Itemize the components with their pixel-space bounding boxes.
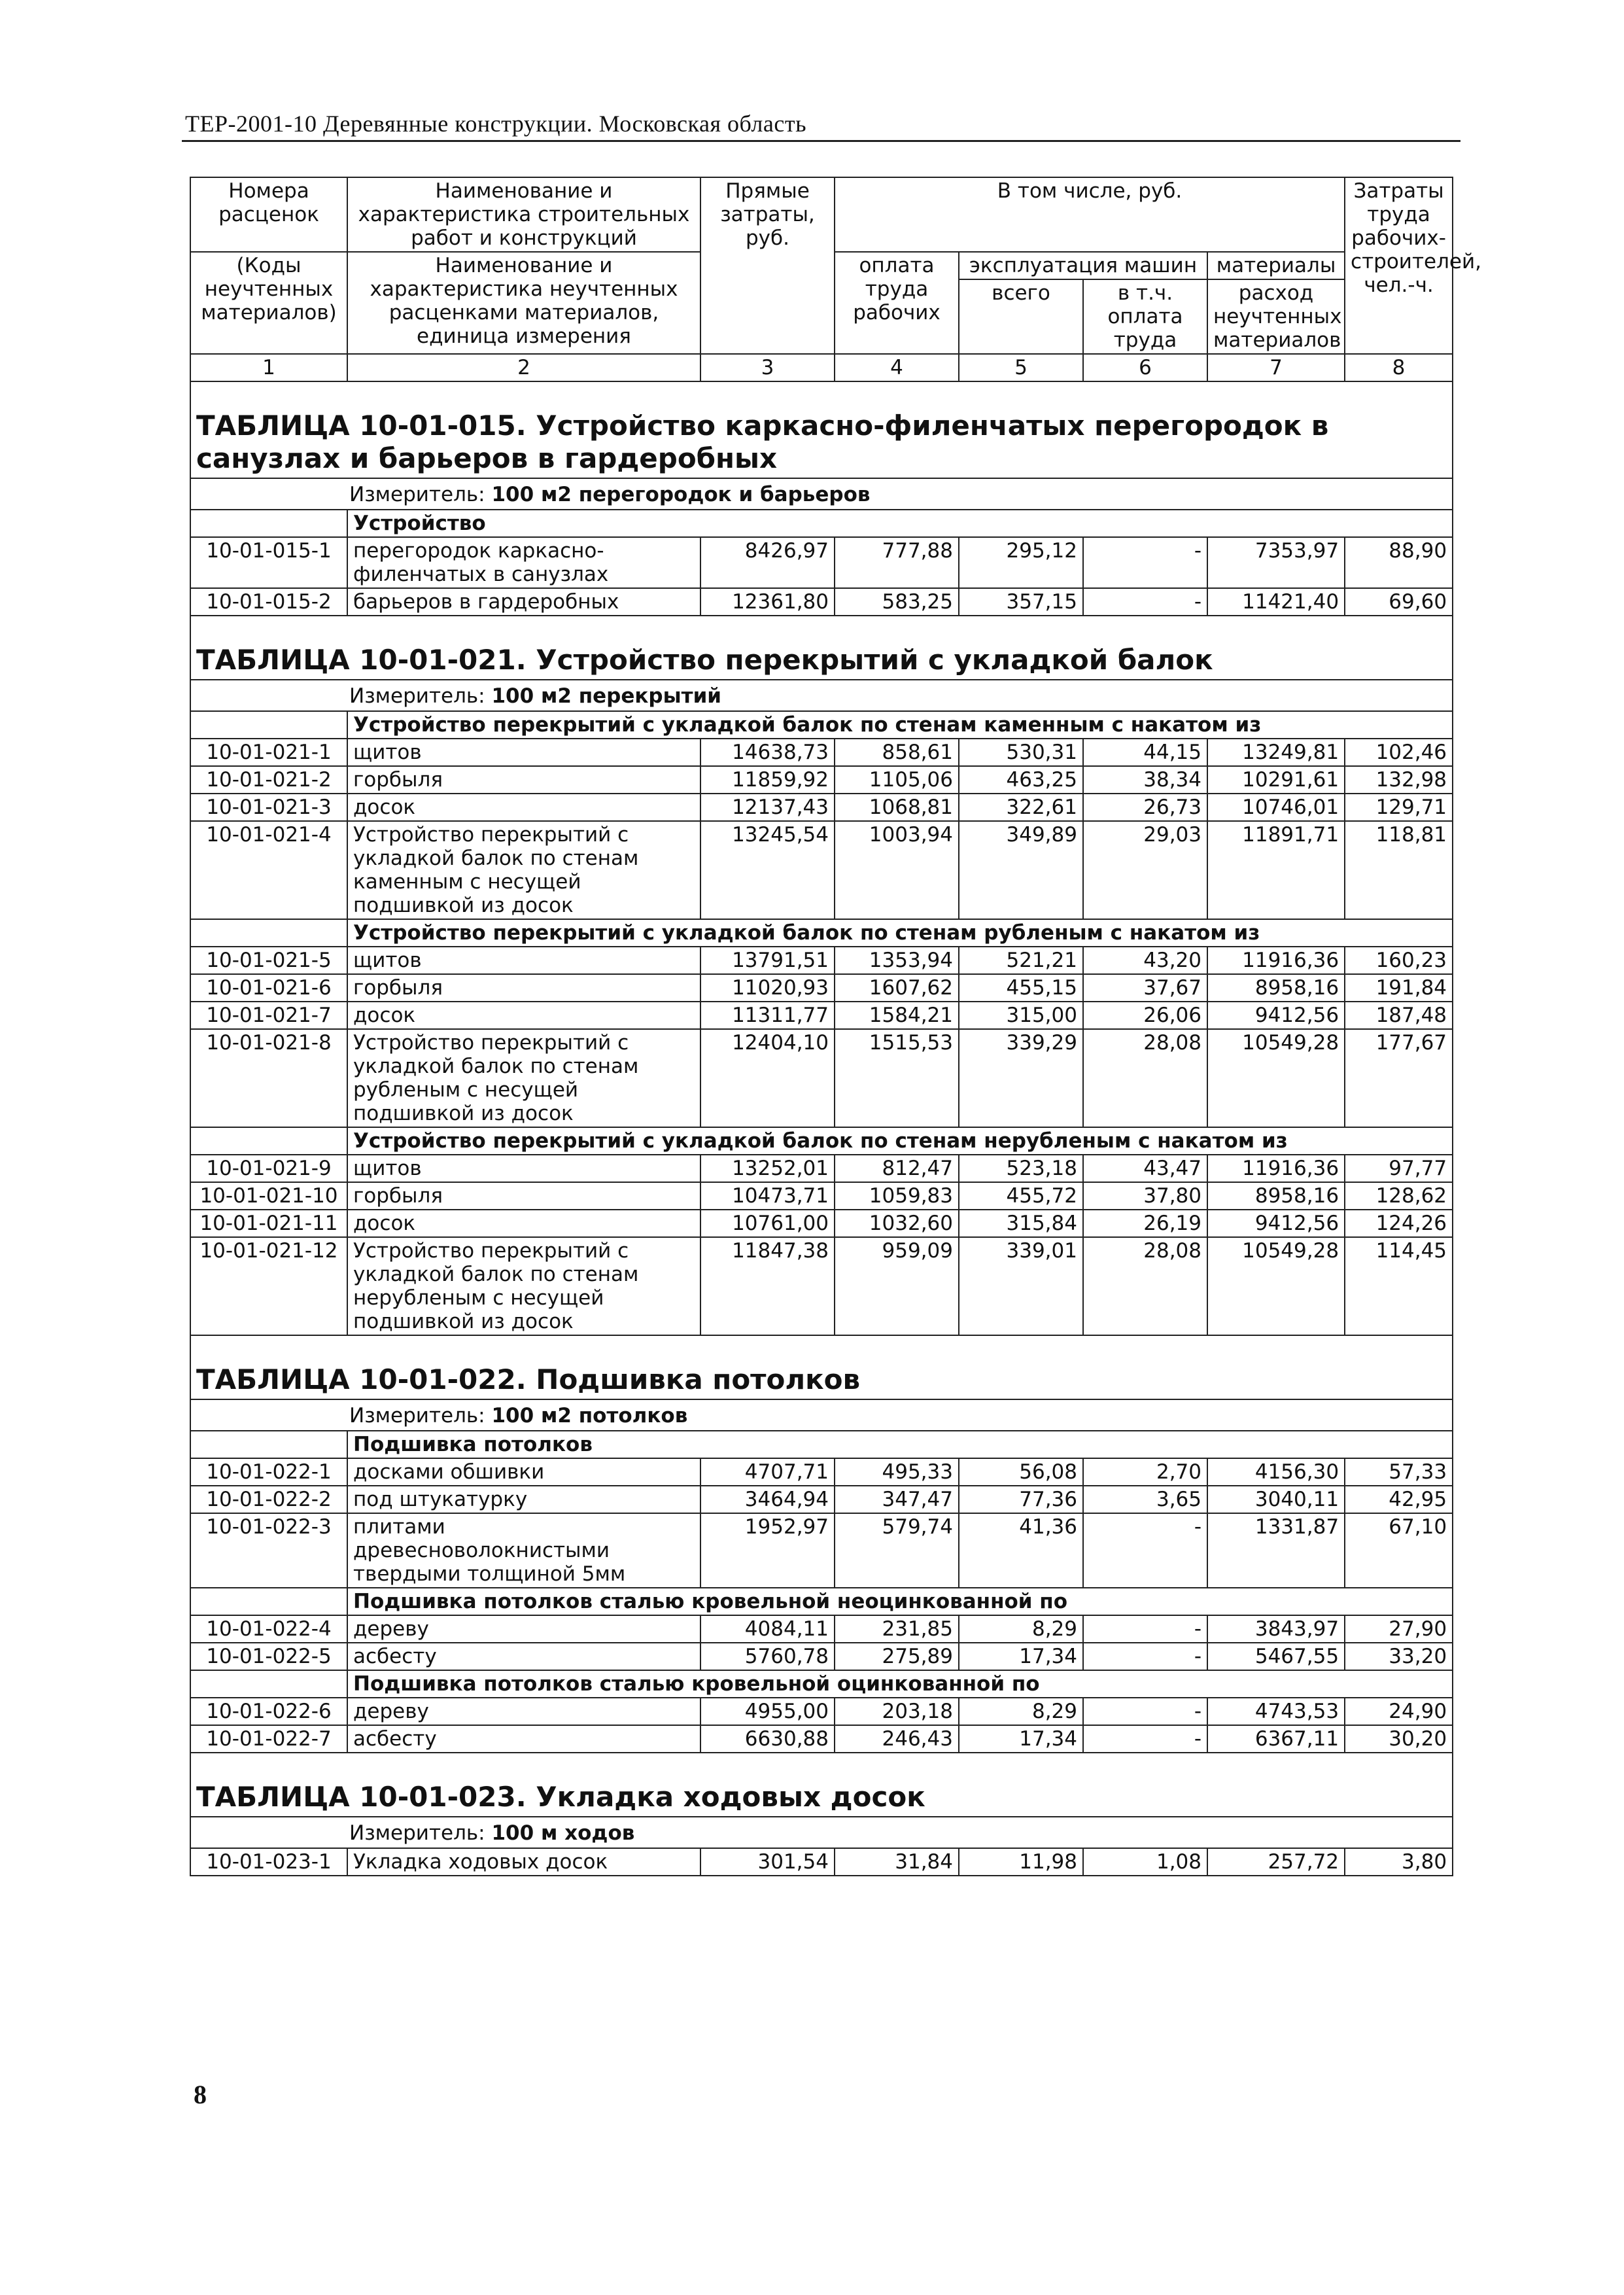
direct-costs: 10761,00 <box>700 1210 835 1237</box>
rate-code: 10-01-022-7 <box>190 1725 347 1753</box>
rate-code: 10-01-021-10 <box>190 1182 347 1210</box>
table-row <box>190 1182 1453 1210</box>
labor-pay: 495,33 <box>835 1458 959 1486</box>
header-material-name: Наименование и характеристика неучтенных расценками материалов, единица измерения <box>347 252 700 354</box>
machines-labor: 26,73 <box>1083 794 1207 821</box>
column-number: 5 <box>959 354 1083 381</box>
meter-cell <box>190 1817 1453 1848</box>
table-row <box>190 537 1453 588</box>
machines-labor: 28,08 <box>1083 1237 1207 1335</box>
labor-pay: 858,61 <box>835 739 959 766</box>
subheading-spacer <box>190 1588 347 1615</box>
rate-code: 10-01-021-9 <box>190 1155 347 1182</box>
direct-costs: 3464,94 <box>700 1486 835 1513</box>
meter-label: Измеритель: <box>349 684 485 708</box>
labor-pay: 959,09 <box>835 1237 959 1335</box>
materials-usage: 8958,16 <box>1207 974 1345 1002</box>
subheading: Устройство <box>347 510 1453 537</box>
work-name: горбыля <box>347 974 700 1002</box>
subheading: Устройство перекрытий с укладкой балок по стенам нерубленым с накатом из <box>347 1127 1453 1155</box>
subheading: Подшивка потолков сталью кровельной неоцинкованной по <box>347 1588 1453 1615</box>
table-title-row <box>190 1335 1453 1399</box>
materials-usage: 9412,56 <box>1207 1002 1345 1029</box>
labor-hours: 67,10 <box>1345 1513 1453 1588</box>
work-name: асбесту <box>347 1643 700 1670</box>
meter-value: 100 м2 потолков <box>491 1404 688 1428</box>
machines-labor: 38,34 <box>1083 766 1207 794</box>
subheading: Устройство перекрытий с укладкой балок по стенам рубленым с накатом из <box>347 919 1453 947</box>
rate-code: 10-01-021-6 <box>190 974 347 1002</box>
labor-hours: 42,95 <box>1345 1486 1453 1513</box>
machines-total: 455,15 <box>959 974 1083 1002</box>
machines-total: 11,98 <box>959 1848 1083 1876</box>
machines-labor: 44,15 <box>1083 739 1207 766</box>
labor-pay: 1003,94 <box>835 821 959 919</box>
table-row <box>190 588 1453 616</box>
materials-usage: 3040,11 <box>1207 1486 1345 1513</box>
column-number: 6 <box>1083 354 1207 381</box>
machines-labor: - <box>1083 588 1207 616</box>
subheading-row <box>190 1670 1453 1698</box>
direct-costs: 4955,00 <box>700 1698 835 1725</box>
subheading-row <box>190 1431 1453 1458</box>
direct-costs: 13245,54 <box>700 821 835 919</box>
machines-labor: - <box>1083 1513 1207 1588</box>
labor-pay: 31,84 <box>835 1848 959 1876</box>
work-name: досок <box>347 1002 700 1029</box>
meter-label: Измеритель: <box>349 1821 485 1845</box>
labor-hours: 24,90 <box>1345 1698 1453 1725</box>
machines-total: 56,08 <box>959 1458 1083 1486</box>
labor-pay: 1059,83 <box>835 1182 959 1210</box>
machines-labor: 43,47 <box>1083 1155 1207 1182</box>
table-title: ТАБЛИЦА 10-01-021. Устройство перекрытий с укладкой балок <box>196 644 1213 676</box>
labor-pay: 1068,81 <box>835 794 959 821</box>
labor-pay: 347,47 <box>835 1486 959 1513</box>
materials-usage: 10746,01 <box>1207 794 1345 821</box>
direct-costs: 1952,97 <box>700 1513 835 1588</box>
table-body <box>190 177 1481 1876</box>
subheading-row <box>190 919 1453 947</box>
subheading-spacer <box>190 1431 347 1458</box>
table-row <box>190 1848 1453 1876</box>
meter-cell <box>190 1399 1453 1431</box>
meter-value: 100 м2 перегородок и барьеров <box>491 483 871 506</box>
rate-code: 10-01-021-1 <box>190 739 347 766</box>
direct-costs: 5760,78 <box>700 1643 835 1670</box>
rate-code: 10-01-015-2 <box>190 588 347 616</box>
direct-costs: 12137,43 <box>700 794 835 821</box>
table-row <box>190 1725 1453 1753</box>
labor-hours: 124,26 <box>1345 1210 1453 1237</box>
direct-costs: 13252,01 <box>700 1155 835 1182</box>
meter-row <box>190 1399 1453 1431</box>
machines-labor: - <box>1083 1698 1207 1725</box>
meter-label: Измеритель: <box>349 483 485 506</box>
header-rule <box>182 140 1460 142</box>
labor-hours: 102,46 <box>1345 739 1453 766</box>
direct-costs: 13791,51 <box>700 947 835 974</box>
labor-hours: 27,90 <box>1345 1615 1453 1643</box>
direct-costs: 11859,92 <box>700 766 835 794</box>
work-name: перегородок каркасно-филенчатых в санузлах <box>347 537 700 588</box>
machines-labor: 29,03 <box>1083 821 1207 919</box>
machines-total: 17,34 <box>959 1725 1083 1753</box>
materials-usage: 1331,87 <box>1207 1513 1345 1588</box>
materials-usage: 4743,53 <box>1207 1698 1345 1725</box>
work-name: Укладка ходовых досок <box>347 1848 700 1876</box>
work-name: горбыля <box>347 1182 700 1210</box>
subheading-spacer <box>190 1670 347 1698</box>
work-name: асбесту <box>347 1725 700 1753</box>
table-title: ТАБЛИЦА 10-01-023. Укладка ходовых досок <box>196 1781 925 1813</box>
materials-usage: 10549,28 <box>1207 1237 1345 1335</box>
work-name: щитов <box>347 739 700 766</box>
machines-labor: - <box>1083 537 1207 588</box>
subheading-spacer <box>190 1127 347 1155</box>
meter-row <box>190 680 1453 711</box>
materials-usage: 13249,81 <box>1207 739 1345 766</box>
header-direct-costs: Прямые затраты, руб. <box>700 177 835 354</box>
work-name: под штукатурку <box>347 1486 700 1513</box>
table-row <box>190 821 1453 919</box>
table-row <box>190 1029 1453 1127</box>
direct-costs: 11311,77 <box>700 1002 835 1029</box>
machines-total: 521,21 <box>959 947 1083 974</box>
page-number: 8 <box>194 2080 207 2109</box>
header-labor-hours: Затраты труда рабочих-строителей, чел.-ч. <box>1345 177 1453 354</box>
rate-code: 10-01-022-2 <box>190 1486 347 1513</box>
machines-total: 339,29 <box>959 1029 1083 1127</box>
labor-pay: 583,25 <box>835 588 959 616</box>
meter-row <box>190 478 1453 510</box>
header-group: В том числе, руб. <box>835 177 1345 252</box>
labor-hours: 129,71 <box>1345 794 1453 821</box>
machines-labor: 37,67 <box>1083 974 1207 1002</box>
machines-total: 322,61 <box>959 794 1083 821</box>
work-name: дереву <box>347 1698 700 1725</box>
rate-code: 10-01-021-12 <box>190 1237 347 1335</box>
labor-hours: 177,67 <box>1345 1029 1453 1127</box>
labor-hours: 118,81 <box>1345 821 1453 919</box>
table-row <box>190 1698 1453 1725</box>
meter-cell <box>190 680 1453 711</box>
table-title-cell <box>190 381 1453 478</box>
table-title-cell <box>190 616 1453 680</box>
labor-hours: 114,45 <box>1345 1237 1453 1335</box>
machines-total: 455,72 <box>959 1182 1083 1210</box>
table-row <box>190 1210 1453 1237</box>
column-number: 4 <box>835 354 959 381</box>
machines-labor: - <box>1083 1725 1207 1753</box>
work-name: дереву <box>347 1615 700 1643</box>
rate-code: 10-01-022-6 <box>190 1698 347 1725</box>
machines-total: 295,12 <box>959 537 1083 588</box>
machines-labor: 43,20 <box>1083 947 1207 974</box>
materials-usage: 11421,40 <box>1207 588 1345 616</box>
header-name: Наименование и характеристика строительных работ и конструкций <box>347 177 700 252</box>
materials-usage: 3843,97 <box>1207 1615 1345 1643</box>
work-name: плитами древесноволокнистыми твердыми толщиной 5мм <box>347 1513 700 1588</box>
table-row <box>190 1643 1453 1670</box>
header-row <box>190 177 1453 252</box>
labor-hours: 88,90 <box>1345 537 1453 588</box>
direct-costs: 10473,71 <box>700 1182 835 1210</box>
table-row <box>190 766 1453 794</box>
labor-pay: 231,85 <box>835 1615 959 1643</box>
table-title: ТАБЛИЦА 10-01-015. Устройство каркасно-филенчатых перегородок в санузлах и барьеров в гардеробных <box>196 410 1329 474</box>
labor-hours: 30,20 <box>1345 1725 1453 1753</box>
machines-labor: 37,80 <box>1083 1182 1207 1210</box>
table-row <box>190 1458 1453 1486</box>
rate-code: 10-01-022-1 <box>190 1458 347 1486</box>
rate-code: 10-01-022-4 <box>190 1615 347 1643</box>
labor-pay: 1105,06 <box>835 766 959 794</box>
direct-costs: 11020,93 <box>700 974 835 1002</box>
materials-usage: 11916,36 <box>1207 1155 1345 1182</box>
machines-total: 357,15 <box>959 588 1083 616</box>
work-name: Устройство перекрытий с укладкой балок по стенам нерубленым с несущей подшивкой из досок <box>347 1237 700 1335</box>
direct-costs: 14638,73 <box>700 739 835 766</box>
machines-labor: 26,19 <box>1083 1210 1207 1237</box>
machines-labor: 2,70 <box>1083 1458 1207 1486</box>
labor-pay: 812,47 <box>835 1155 959 1182</box>
labor-pay: 1515,53 <box>835 1029 959 1127</box>
table-row <box>190 1155 1453 1182</box>
machines-labor: 3,65 <box>1083 1486 1207 1513</box>
machines-total: 530,31 <box>959 739 1083 766</box>
labor-hours: 128,62 <box>1345 1182 1453 1210</box>
rate-code: 10-01-021-7 <box>190 1002 347 1029</box>
rate-code: 10-01-021-3 <box>190 794 347 821</box>
rate-code: 10-01-015-1 <box>190 537 347 588</box>
table-row <box>190 974 1453 1002</box>
labor-pay: 1353,94 <box>835 947 959 974</box>
labor-pay: 275,89 <box>835 1643 959 1670</box>
header-codes: Номера расценок <box>190 177 347 252</box>
header-machines: эксплуатация машин <box>959 252 1207 279</box>
materials-usage: 5467,55 <box>1207 1643 1345 1670</box>
machines-total: 315,00 <box>959 1002 1083 1029</box>
direct-costs: 4084,11 <box>700 1615 835 1643</box>
work-name: Устройство перекрытий с укладкой балок по стенам каменным с несущей подшивкой из досок <box>347 821 700 919</box>
machines-total: 41,36 <box>959 1513 1083 1588</box>
subheading-spacer <box>190 510 347 537</box>
table-row <box>190 1237 1453 1335</box>
table-title-cell <box>190 1753 1453 1817</box>
direct-costs: 8426,97 <box>700 537 835 588</box>
labor-hours: 187,48 <box>1345 1002 1453 1029</box>
header-materials-usage: расход неучтенных материалов <box>1207 279 1345 354</box>
work-name: щитов <box>347 947 700 974</box>
work-name: щитов <box>347 1155 700 1182</box>
work-name: барьеров в гардеробных <box>347 588 700 616</box>
machines-total: 8,29 <box>959 1698 1083 1725</box>
header-machines-labor: в т.ч. оплата труда <box>1083 279 1207 354</box>
machines-total: 463,25 <box>959 766 1083 794</box>
work-name: досок <box>347 794 700 821</box>
running-header: ТЕР-2001-10 Деревянные конструкции. Московская область <box>185 111 806 137</box>
subheading: Устройство перекрытий с укладкой балок по стенам каменным с накатом из <box>347 711 1453 739</box>
column-number: 7 <box>1207 354 1345 381</box>
materials-usage: 6367,11 <box>1207 1725 1345 1753</box>
machines-labor: 1,08 <box>1083 1848 1207 1876</box>
meter-value: 100 м ходов <box>491 1821 635 1845</box>
machines-labor: - <box>1083 1615 1207 1643</box>
table-title-row <box>190 1753 1453 1817</box>
machines-total: 339,01 <box>959 1237 1083 1335</box>
machines-total: 315,84 <box>959 1210 1083 1237</box>
column-number: 1 <box>190 354 347 381</box>
labor-pay: 777,88 <box>835 537 959 588</box>
table-row <box>190 1486 1453 1513</box>
work-name: Устройство перекрытий с укладкой балок по стенам рубленым с несущей подшивкой из досок <box>347 1029 700 1127</box>
rate-code: 10-01-022-3 <box>190 1513 347 1588</box>
work-name: досок <box>347 1210 700 1237</box>
table-title-row <box>190 616 1453 680</box>
machines-total: 8,29 <box>959 1615 1083 1643</box>
header-materials: материалы <box>1207 252 1345 279</box>
price-table <box>190 177 1481 1876</box>
materials-usage: 10549,28 <box>1207 1029 1345 1127</box>
column-number: 3 <box>700 354 835 381</box>
direct-costs: 12361,80 <box>700 588 835 616</box>
header-material-codes: (Коды неучтенных материалов) <box>190 252 347 354</box>
labor-hours: 160,23 <box>1345 947 1453 974</box>
labor-hours: 69,60 <box>1345 588 1453 616</box>
table-row <box>190 794 1453 821</box>
labor-hours: 57,33 <box>1345 1458 1453 1486</box>
table-title-cell <box>190 1335 1453 1399</box>
meter-cell <box>190 478 1453 510</box>
direct-costs: 301,54 <box>700 1848 835 1876</box>
subheading-row <box>190 510 1453 537</box>
rate-code: 10-01-021-2 <box>190 766 347 794</box>
direct-costs: 4707,71 <box>700 1458 835 1486</box>
direct-costs: 11847,38 <box>700 1237 835 1335</box>
meter-row <box>190 1817 1453 1848</box>
table-row <box>190 1002 1453 1029</box>
machines-total: 17,34 <box>959 1643 1083 1670</box>
materials-usage: 4156,30 <box>1207 1458 1345 1486</box>
machines-labor: 28,08 <box>1083 1029 1207 1127</box>
materials-usage: 11891,71 <box>1207 821 1345 919</box>
table-title-row <box>190 381 1453 478</box>
table-row <box>190 739 1453 766</box>
table-row <box>190 1513 1453 1588</box>
header-machines-total: всего <box>959 279 1083 354</box>
direct-costs: 6630,88 <box>700 1725 835 1753</box>
subheading-spacer <box>190 711 347 739</box>
labor-hours: 33,20 <box>1345 1643 1453 1670</box>
labor-hours: 97,77 <box>1345 1155 1453 1182</box>
column-number: 8 <box>1345 354 1453 381</box>
rate-code: 10-01-023-1 <box>190 1848 347 1876</box>
direct-costs: 12404,10 <box>700 1029 835 1127</box>
machines-total: 77,36 <box>959 1486 1083 1513</box>
table-row <box>190 947 1453 974</box>
machines-total: 349,89 <box>959 821 1083 919</box>
rate-code: 10-01-022-5 <box>190 1643 347 1670</box>
column-number: 2 <box>347 354 700 381</box>
meter-value: 100 м2 перекрытий <box>491 684 722 708</box>
materials-usage: 10291,61 <box>1207 766 1345 794</box>
table-title: ТАБЛИЦА 10-01-022. Подшивка потолков <box>196 1363 861 1395</box>
materials-usage: 11916,36 <box>1207 947 1345 974</box>
labor-hours: 3,80 <box>1345 1848 1453 1876</box>
labor-pay: 246,43 <box>835 1725 959 1753</box>
header-labor-pay: оплата труда рабочих <box>835 252 959 354</box>
meter-label: Измеритель: <box>349 1404 485 1428</box>
subheading-row <box>190 1127 1453 1155</box>
rate-code: 10-01-021-8 <box>190 1029 347 1127</box>
materials-usage: 7353,97 <box>1207 537 1345 588</box>
rate-code: 10-01-021-11 <box>190 1210 347 1237</box>
labor-pay: 579,74 <box>835 1513 959 1588</box>
rate-code: 10-01-021-5 <box>190 947 347 974</box>
machines-labor: - <box>1083 1643 1207 1670</box>
rate-code: 10-01-021-4 <box>190 821 347 919</box>
subheading-row <box>190 711 1453 739</box>
subheading: Подшивка потолков <box>347 1431 1453 1458</box>
materials-usage: 8958,16 <box>1207 1182 1345 1210</box>
work-name: горбыля <box>347 766 700 794</box>
labor-pay: 1032,60 <box>835 1210 959 1237</box>
work-name: досками обшивки <box>347 1458 700 1486</box>
materials-usage: 257,72 <box>1207 1848 1345 1876</box>
table-row <box>190 1615 1453 1643</box>
labor-hours: 191,84 <box>1345 974 1453 1002</box>
labor-pay: 203,18 <box>835 1698 959 1725</box>
labor-hours: 132,98 <box>1345 766 1453 794</box>
machines-labor: 26,06 <box>1083 1002 1207 1029</box>
column-number-row <box>190 354 1453 381</box>
subheading: Подшивка потолков сталью кровельной оцинкованной по <box>347 1670 1453 1698</box>
materials-usage: 9412,56 <box>1207 1210 1345 1237</box>
labor-pay: 1584,21 <box>835 1002 959 1029</box>
machines-total: 523,18 <box>959 1155 1083 1182</box>
subheading-row <box>190 1588 1453 1615</box>
subheading-spacer <box>190 919 347 947</box>
labor-pay: 1607,62 <box>835 974 959 1002</box>
